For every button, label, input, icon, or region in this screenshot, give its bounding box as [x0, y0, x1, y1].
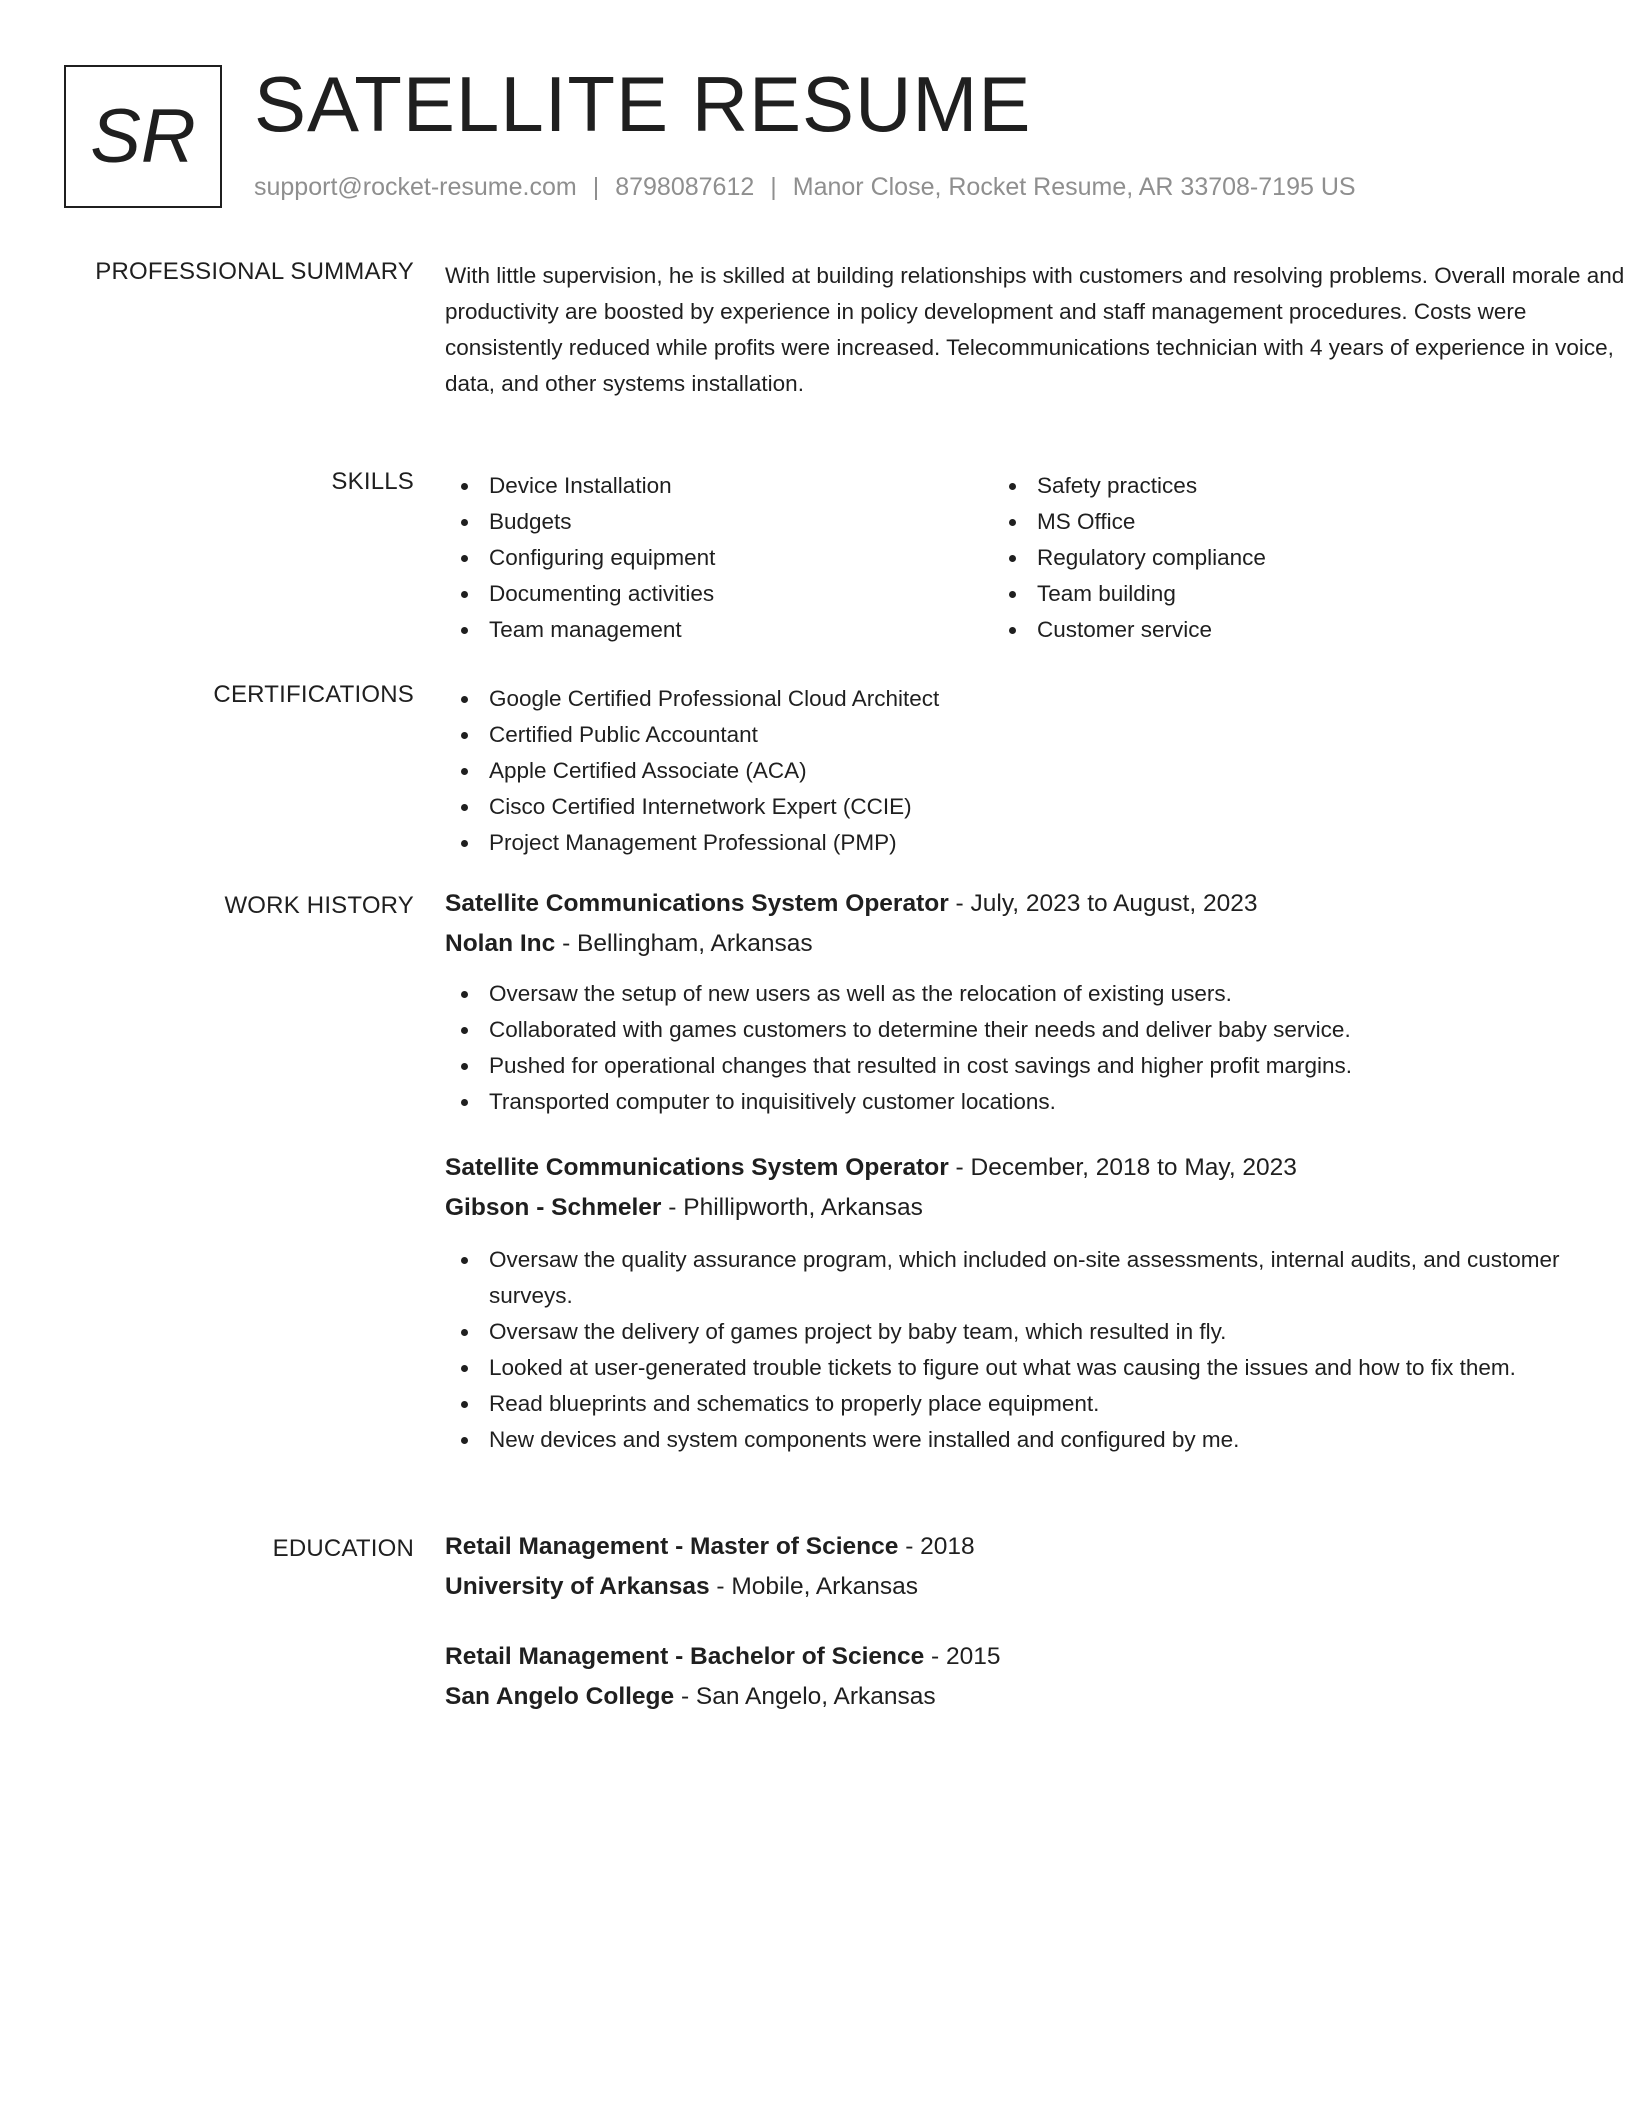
degree-line: [445, 1637, 1625, 1677]
education-body: [445, 1527, 1625, 1717]
job-bullet: Oversaw the delivery of games project by baby team, which resulted in fly.: [445, 1314, 1625, 1350]
contact-address: Manor Close, Rocket Resume, AR 33708-7195 US: [792, 173, 1356, 201]
degree-year: - 2018: [898, 1533, 975, 1560]
job-bullet: Read blueprints and schematics to properly place equipment.: [445, 1386, 1625, 1422]
job-title-line: [445, 884, 1625, 924]
contact-phone: 8798087612: [615, 173, 755, 201]
job-bullet: Oversaw the quality assurance program, which included on-site assessments, internal audits, and customer surveys.: [445, 1242, 1625, 1314]
job-location: - Bellingham, Arkansas: [555, 930, 813, 957]
certifications-list: [445, 681, 1625, 861]
skills-column-left: [445, 468, 993, 648]
school: San Angelo College: [445, 1683, 675, 1710]
school-line: [445, 1677, 1625, 1717]
certification-item: Google Certified Professional Cloud Architect: [445, 681, 1625, 717]
job-bullet: Transported computer to inquisitively customer locations.: [445, 1084, 1625, 1120]
certification-item: Project Management Professional (PMP): [445, 825, 1625, 861]
degree-year: - 2015: [924, 1643, 1001, 1670]
school-location: - Mobile, Arkansas: [709, 1573, 918, 1600]
job-entry: [445, 884, 1625, 1120]
job-dates: - July, 2023 to August, 2023: [948, 890, 1258, 917]
skill-item: Documenting activities: [445, 576, 993, 612]
section-label-certifications: CERTIFICATIONS: [213, 681, 414, 708]
skill-item: Regulatory compliance: [993, 540, 1541, 576]
job-bullet: Collaborated with games customers to determine their needs and deliver baby service.: [445, 1012, 1625, 1048]
certification-item: Certified Public Accountant: [445, 717, 1625, 753]
contact-email: support@rocket-resume.com: [254, 173, 577, 201]
contact-line: [254, 173, 1356, 202]
contact-separator: |: [592, 173, 600, 201]
job-company-line: [445, 1188, 1625, 1228]
degree: Retail Management - Master of Science: [445, 1533, 899, 1560]
skill-item: Customer service: [993, 612, 1541, 648]
job-dates: - December, 2018 to May, 2023: [948, 1154, 1297, 1181]
skill-item: Budgets: [445, 504, 993, 540]
skills-column-right: [993, 468, 1541, 648]
skills-list: [445, 468, 1625, 648]
work-history-body: [445, 884, 1625, 1458]
job-title-line: [445, 1148, 1625, 1188]
certification-item: Cisco Certified Internetwork Expert (CCIE): [445, 789, 1625, 825]
job-bullet: Oversaw the setup of new users as well as the relocation of existing users.: [445, 976, 1625, 1012]
job-location: - Phillipworth, Arkansas: [661, 1194, 923, 1221]
skill-item: Safety practices: [993, 468, 1541, 504]
section-label-education: EDUCATION: [272, 1535, 414, 1562]
job-company: Gibson - Schmeler: [445, 1194, 662, 1221]
degree-line: [445, 1527, 1625, 1567]
education-entry: [445, 1527, 1625, 1607]
section-label-skills: SKILLS: [331, 468, 414, 495]
degree: Retail Management - Bachelor of Science: [445, 1643, 925, 1670]
job-company-line: [445, 924, 1625, 964]
job-title: Satellite Communications System Operator: [445, 1154, 949, 1181]
school-location: - San Angelo, Arkansas: [674, 1683, 936, 1710]
resume-header: [64, 60, 1564, 210]
summary-text: With little supervision, he is skilled at building relationships with customers and resolving problems. Overall morale and productivity are boosted by experience in policy development and staff management procedures. Costs were consistently reduced while profits were increased. Telecommunications technician with 4 years of experience in voice, data, and other systems installation.: [445, 263, 1625, 396]
monogram-box: [64, 65, 222, 208]
skill-item: MS Office: [993, 504, 1541, 540]
job-bullets: [445, 1242, 1625, 1458]
job-bullet: Pushed for operational changes that resulted in cost savings and higher profit margins.: [445, 1048, 1625, 1084]
skill-item: Configuring equipment: [445, 540, 993, 576]
skill-item: Device Installation: [445, 468, 993, 504]
job-company: Nolan Inc: [445, 930, 556, 957]
certification-item: Apple Certified Associate (ACA): [445, 753, 1625, 789]
job-title: Satellite Communications System Operator: [445, 890, 949, 917]
job-bullet: New devices and system components were installed and configured by me.: [445, 1422, 1625, 1458]
monogram-initials: SR: [90, 94, 196, 179]
job-entry: [445, 1148, 1625, 1458]
job-bullet: Looked at user-generated trouble tickets to figure out what was causing the issues and how to fix them.: [445, 1350, 1625, 1386]
education-entry: [445, 1637, 1625, 1717]
section-label-work: WORK HISTORY: [224, 892, 414, 919]
contact-separator: |: [770, 173, 777, 201]
job-bullets: [445, 976, 1625, 1120]
candidate-name: SATELLITE RESUME: [254, 60, 1032, 148]
skill-item: Team building: [993, 576, 1541, 612]
section-label-summary: PROFESSIONAL SUMMARY: [95, 258, 414, 285]
skill-item: Team management: [445, 612, 993, 648]
school-line: [445, 1567, 1625, 1607]
school: University of Arkansas: [445, 1573, 710, 1600]
